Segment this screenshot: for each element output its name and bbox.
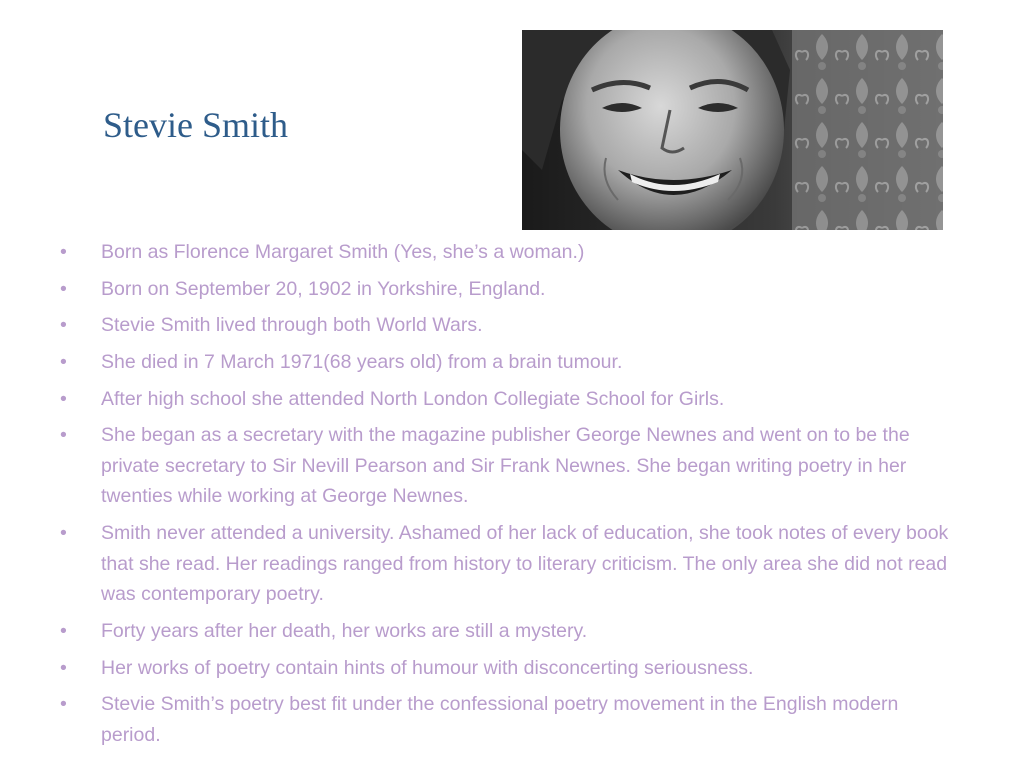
portrait-photo — [522, 30, 943, 230]
bullet-item — [60, 518, 950, 610]
bullet-dot: • — [60, 522, 67, 545]
bullet-dot: • — [60, 351, 67, 374]
bullet-item — [60, 689, 950, 750]
bullet-item — [60, 653, 950, 684]
bullet-text: Stevie Smith’s poetry best fit under the confessional poetry movement in the English modern period. — [101, 693, 899, 746]
bullet-dot: • — [60, 693, 67, 716]
bullet-dot: • — [60, 619, 67, 642]
bullet-text: Forty years after her death, her works are still a mystery. — [101, 619, 588, 642]
bullet-item — [60, 420, 950, 512]
bullet-text: Her works of poetry contain hints of humour with disconcerting seriousness. — [101, 656, 754, 679]
bullet-dot: • — [60, 387, 67, 410]
bullet-text: Stevie Smith lived through both World Wars. — [101, 314, 483, 337]
bullet-text: After high school she attended North London Collegiate School for Girls. — [101, 387, 725, 410]
bullet-item — [60, 237, 950, 268]
bullet-text: Born as Florence Margaret Smith (Yes, she’s a woman.) — [101, 241, 585, 263]
bullet-list — [60, 237, 950, 756]
bullet-dot: • — [60, 424, 67, 447]
slide-title: Stevie Smith — [103, 105, 289, 145]
bullet-dot: • — [60, 656, 67, 679]
bullet-text: She began as a secretary with the magazine publisher George Newnes and went on to be the private secretary to Sir Nevill Pearson and Sir Frank Newnes. She began writing poetry in her twenties while working at George Newnes. — [101, 424, 910, 508]
bullet-dot: • — [60, 277, 67, 300]
bullet-dot: • — [60, 241, 67, 263]
bullet-item — [60, 384, 950, 415]
bullet-item — [60, 274, 950, 305]
bullet-text: She died in 7 March 1971(68 years old) from a brain tumour. — [101, 351, 623, 374]
bullet-item — [60, 310, 950, 341]
portrait-photo-illustration — [522, 30, 943, 230]
bullet-text: Smith never attended a university. Ashamed of her lack of education, she took notes of every book that she read. Her readings ranged from history to literary criticism. The only area she did not read was contemporary poetry. — [101, 522, 949, 606]
bullet-item — [60, 616, 950, 647]
bullet-text: Born on September 20, 1902 in Yorkshire, England. — [101, 277, 546, 300]
bullet-dot: • — [60, 314, 67, 337]
bullet-item — [60, 347, 950, 378]
